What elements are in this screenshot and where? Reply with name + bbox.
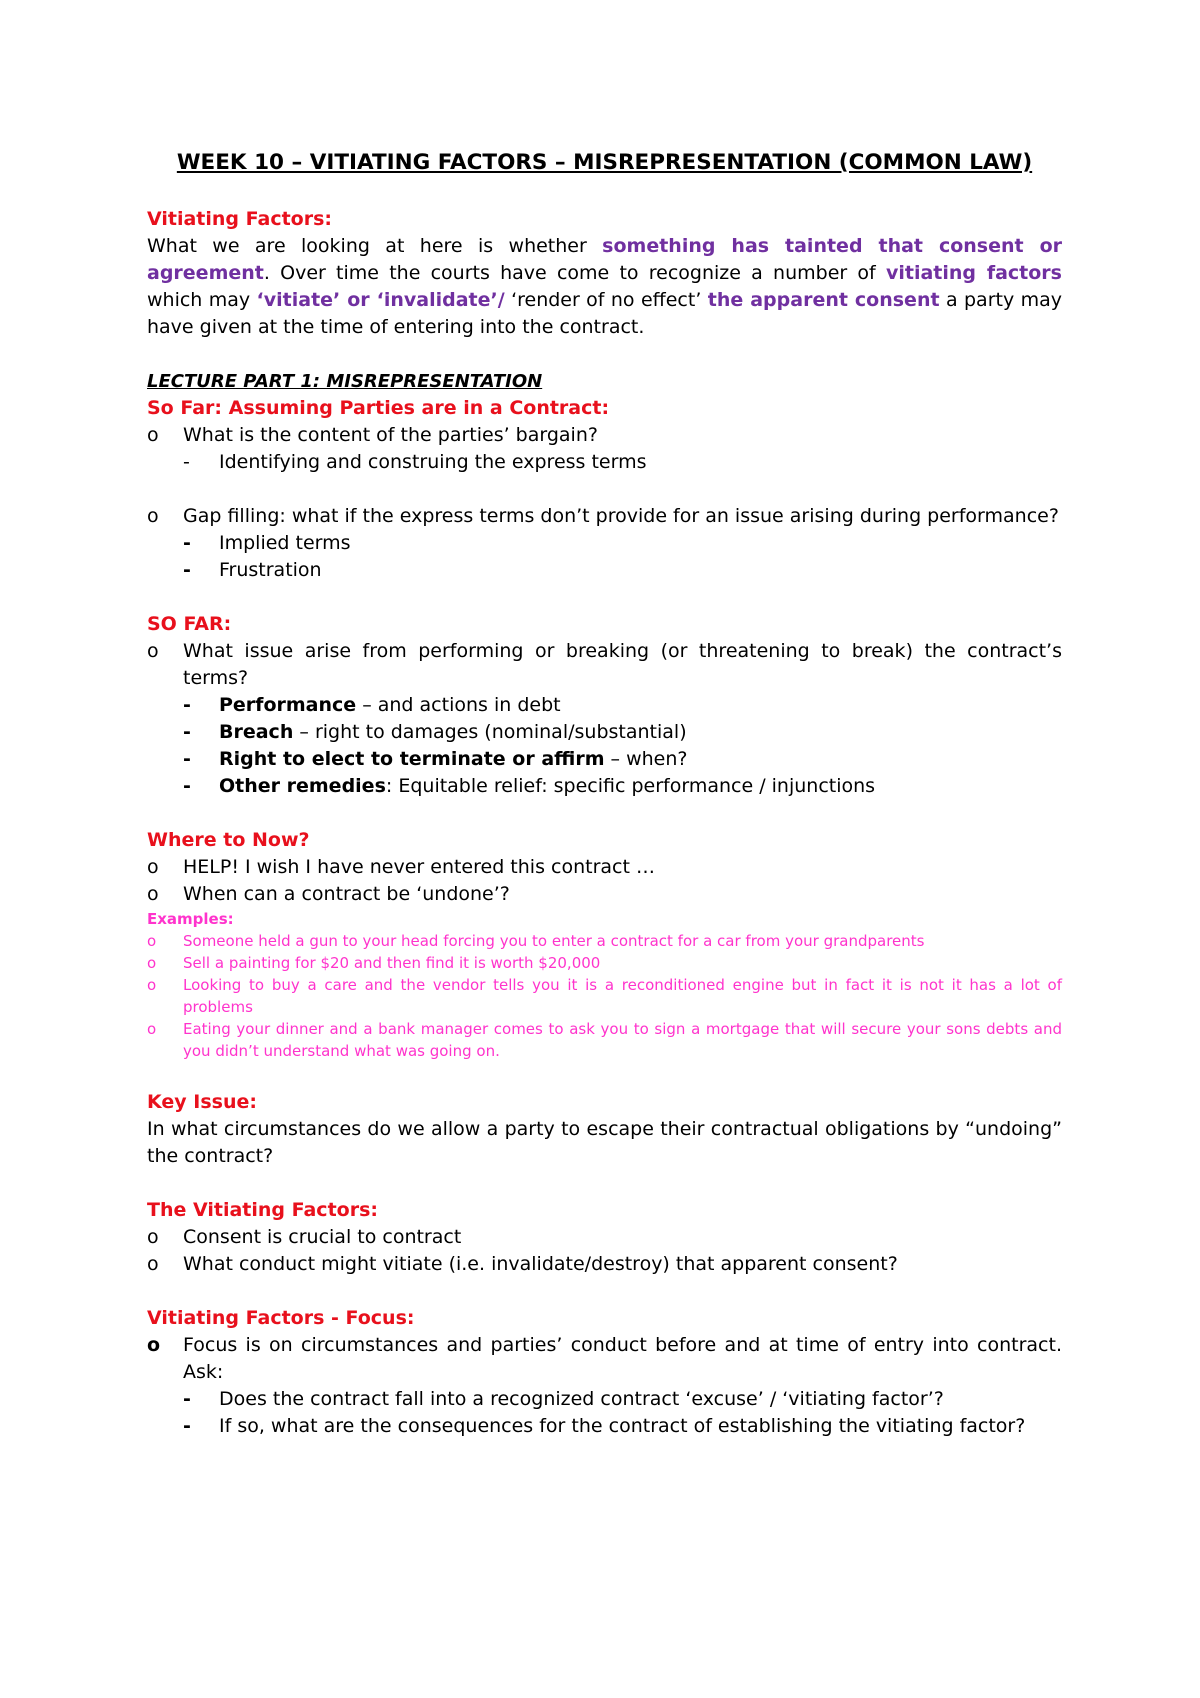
intro-text-3: which may — [147, 289, 257, 311]
list-item — [183, 1386, 1062, 1413]
document-title: WEEK 10 – VITIATING FACTORS – MISREPRESENTATION (COMMON LAW) — [176, 150, 1033, 175]
dash-marker: - — [183, 1388, 191, 1410]
bullet-marker: o — [147, 856, 159, 878]
list-item — [183, 773, 1062, 800]
bullet-marker: o — [147, 883, 159, 905]
examples-list — [147, 930, 1062, 1062]
spacer — [147, 584, 1062, 611]
list-item-text: – when? — [604, 748, 688, 770]
bullet-marker: o — [147, 1334, 161, 1356]
list-item — [147, 422, 1062, 476]
intro-emphasis-3: ‘vitiate’ or ‘invalidate’/ — [256, 289, 505, 311]
example-item — [147, 974, 1062, 1018]
list-item — [147, 503, 1062, 584]
intro-text-5: a party may have given at the time of entering into the contract. — [147, 289, 1062, 338]
bullet-marker: o — [147, 640, 159, 662]
list-item-text: What is the content of the parties’ bargain? — [183, 424, 598, 446]
heading-so-far-contract: So Far: Assuming Parties are in a Contract: — [147, 397, 610, 419]
bullet-list — [147, 503, 1062, 584]
list-item-text: – right to damages (nominal/substantial) — [293, 721, 687, 743]
dash-marker: - — [183, 451, 190, 473]
list-item — [147, 881, 1062, 908]
dash-marker: - — [183, 532, 191, 554]
list-item — [147, 854, 1062, 881]
list-item-text: – and actions in debt — [356, 694, 561, 716]
example-text: Someone held a gun to your head forcing you to enter a contract for a car from your grandparents — [183, 932, 925, 950]
list-item — [147, 1332, 1062, 1440]
example-text: Looking to buy a care and the vendor tells you it is a reconditioned engine but in fact it is not it has a lot of problems — [183, 976, 1062, 1016]
intro-text-2: . Over time the courts have come to recognize a number of — [263, 262, 886, 284]
spacer — [147, 341, 1062, 368]
list-item-text: Implied terms — [219, 532, 351, 554]
intro-text-1: What we are looking at here is whether — [147, 235, 603, 257]
list-item — [147, 1224, 1062, 1251]
intro-text-4: ‘render of no effect’ — [504, 289, 708, 311]
example-text: Sell a painting for $20 and then find it is worth $20,000 — [183, 954, 601, 972]
dash-marker: - — [183, 694, 191, 716]
list-item-text: Gap filling: what if the express terms don’t provide for an issue arising during performance? — [183, 505, 1059, 527]
bullet-marker: o — [147, 424, 159, 446]
example-item — [147, 1018, 1062, 1062]
bullet-marker: o — [147, 932, 157, 950]
list-item-term: Breach — [219, 721, 294, 743]
list-item-text: Consent is crucial to contract — [183, 1226, 462, 1248]
list-item-text: HELP! I wish I have never entered this contract … — [183, 856, 655, 878]
list-item — [183, 530, 1062, 557]
list-item-text: What conduct might vitiate (i.e. invalidate/destroy) that apparent consent? — [183, 1253, 898, 1275]
bullet-marker: o — [147, 976, 157, 994]
bullet-marker: o — [147, 1226, 159, 1248]
bullet-marker: o — [147, 505, 159, 527]
list-item-text: : Equitable relief: specific performance / injunctions — [385, 775, 876, 797]
list-item — [147, 638, 1062, 800]
list-item-term: Right to elect to terminate or affirm — [219, 748, 605, 770]
lecture-heading: LECTURE PART 1: MISREPRESENTATION — [147, 371, 543, 392]
intro-emphasis-1: something has tainted that consent or agreement — [147, 235, 1062, 284]
heading-key-issue: Key Issue: — [147, 1091, 257, 1113]
example-item — [147, 930, 1062, 952]
spacer — [147, 800, 1062, 827]
list-item-text: Focus is on circumstances and parties’ conduct before and at time of entry into contract. Ask: — [183, 1334, 1062, 1383]
dash-marker: - — [183, 748, 191, 770]
list-item — [183, 719, 1062, 746]
examples-heading: Examples: — [147, 910, 234, 928]
list-item — [183, 557, 1062, 584]
dash-list — [183, 530, 1062, 584]
example-item — [147, 952, 1062, 974]
list-item — [183, 692, 1062, 719]
bullet-marker: o — [147, 954, 157, 972]
heading-where-to-now: Where to Now? — [147, 829, 310, 851]
list-item — [183, 449, 1062, 476]
list-item — [147, 1251, 1062, 1278]
heading-so-far: SO FAR: — [147, 613, 232, 635]
bullet-list — [147, 1224, 1062, 1278]
list-item — [183, 746, 1062, 773]
list-item — [183, 1413, 1062, 1440]
key-issue-text: In what circumstances do we allow a party to escape their contractual obligations by “undoing” the contract? — [147, 1118, 1062, 1167]
spacer — [147, 476, 1062, 503]
list-item-term: Performance — [219, 694, 357, 716]
bullet-marker: o — [147, 1253, 159, 1275]
bullet-list — [147, 422, 1062, 476]
spacer — [147, 1278, 1062, 1305]
list-item-text: What issue arise from performing or breaking (or threatening to break) the contract’s terms? — [183, 640, 1062, 689]
list-item-text: Does the contract fall into a recognized contract ‘excuse’ / ‘vitiating factor’? — [219, 1388, 944, 1410]
bullet-list — [147, 1332, 1062, 1440]
list-item-text: Identifying and construing the express terms — [219, 451, 647, 473]
intro-emphasis-2: vitiating factors — [885, 262, 1062, 284]
spacer — [147, 1170, 1062, 1197]
bullet-list — [147, 638, 1062, 800]
example-text: Eating your dinner and a bank manager comes to ask you to sign a mortgage that will secure your sons debts and you didn’t understand what was going on. — [183, 1020, 1062, 1060]
heading-the-vitiating-factors: The Vitiating Factors: — [147, 1199, 378, 1221]
intro-paragraph — [147, 233, 1062, 341]
dash-list — [183, 1386, 1062, 1440]
spacer — [147, 1062, 1062, 1089]
list-item-text: Frustration — [219, 559, 322, 581]
intro-emphasis-4: the apparent consent — [707, 289, 940, 311]
list-item-text: If so, what are the consequences for the contract of establishing the vitiating factor? — [219, 1415, 1026, 1437]
dash-marker: - — [183, 1415, 191, 1437]
dash-marker: - — [183, 559, 191, 581]
bullet-marker: o — [147, 1020, 157, 1038]
dash-list — [183, 692, 1062, 800]
dash-marker: - — [183, 721, 191, 743]
heading-vitiating-factors: Vitiating Factors: — [147, 208, 332, 230]
dash-list — [183, 449, 1062, 476]
list-item-term: Other remedies — [219, 775, 386, 797]
list-item-text: When can a contract be ‘undone’? — [183, 883, 510, 905]
dash-marker: - — [183, 775, 191, 797]
bullet-list — [147, 854, 1062, 908]
heading-vitiating-factors-focus: Vitiating Factors - Focus: — [147, 1307, 415, 1329]
